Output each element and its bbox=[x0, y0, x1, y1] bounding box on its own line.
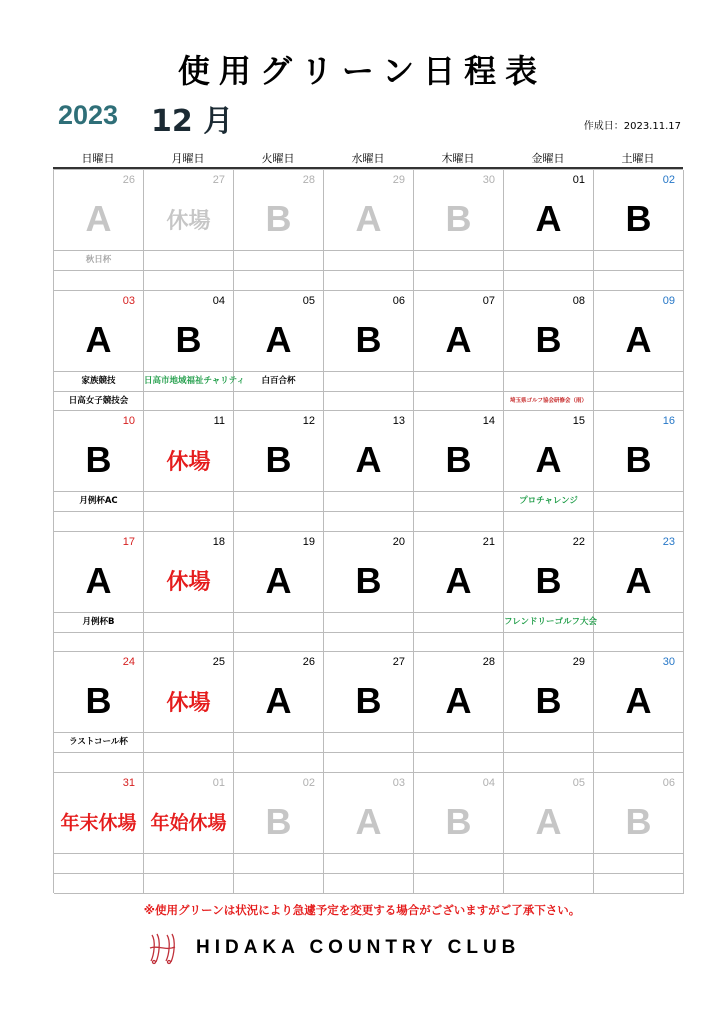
day-number: 26 bbox=[302, 656, 315, 669]
event-label bbox=[594, 632, 683, 652]
day-number: 19 bbox=[302, 535, 315, 548]
event-label: 家族競技 bbox=[54, 371, 143, 391]
day-cell bbox=[54, 411, 144, 532]
day-number: 23 bbox=[662, 535, 675, 548]
event-label bbox=[594, 853, 683, 873]
event-label bbox=[504, 511, 593, 531]
green-letter: A bbox=[625, 559, 652, 601]
event-label: フレンドリーゴルフ大会 bbox=[504, 612, 593, 632]
day-cell bbox=[594, 291, 684, 412]
day-number: 21 bbox=[482, 535, 495, 548]
event-label bbox=[144, 491, 233, 511]
green-letter: A bbox=[85, 318, 112, 360]
day-number: 22 bbox=[572, 535, 585, 548]
day-cell bbox=[234, 652, 324, 773]
calendar-grid bbox=[53, 169, 683, 893]
event-label bbox=[594, 732, 683, 752]
event-label bbox=[324, 371, 413, 391]
day-number: 03 bbox=[392, 776, 405, 789]
event-label bbox=[144, 250, 233, 270]
event-label bbox=[504, 873, 593, 893]
event-label bbox=[234, 612, 323, 632]
day-number: 27 bbox=[392, 656, 405, 669]
day-cell bbox=[324, 532, 414, 653]
day-number: 06 bbox=[662, 776, 675, 789]
day-cell bbox=[594, 773, 684, 894]
day-number: 26 bbox=[122, 174, 135, 186]
day-cell bbox=[324, 170, 414, 291]
event-label: プロチャレンジ bbox=[504, 491, 593, 511]
day-number: 31 bbox=[122, 776, 135, 789]
event-label bbox=[144, 612, 233, 632]
green-letter: B bbox=[265, 439, 292, 481]
closed-label: 休場 bbox=[166, 208, 211, 234]
green-letter: B bbox=[85, 439, 112, 481]
event-label bbox=[54, 270, 143, 290]
day-number: 29 bbox=[392, 174, 405, 186]
day-cell bbox=[144, 411, 234, 532]
day-cell bbox=[144, 773, 234, 894]
event-label: 日高女子競技会 bbox=[54, 391, 143, 411]
event-label bbox=[54, 752, 143, 772]
event-label bbox=[324, 391, 413, 411]
event-label bbox=[234, 873, 323, 893]
green-letter: B bbox=[175, 318, 202, 360]
day-cell bbox=[414, 411, 504, 532]
event-label bbox=[414, 270, 503, 290]
green-letter: A bbox=[85, 559, 112, 601]
green-letter: A bbox=[625, 318, 652, 360]
event-label: 埼玉県ゴルフ協会研修会（雨） bbox=[504, 391, 593, 411]
event-label bbox=[144, 873, 233, 893]
green-letter: A bbox=[85, 198, 112, 239]
event-label bbox=[144, 511, 233, 531]
event-label bbox=[414, 250, 503, 270]
weekday-header-row bbox=[53, 151, 683, 170]
event-label bbox=[324, 732, 413, 752]
green-letter: A bbox=[445, 680, 472, 722]
weekday-wed: 水曜日 bbox=[351, 152, 385, 165]
day-number: 28 bbox=[302, 174, 315, 186]
day-number: 02 bbox=[662, 174, 675, 186]
day-cell bbox=[54, 532, 144, 653]
day-cell bbox=[144, 291, 245, 412]
event-label bbox=[54, 632, 143, 652]
event-label bbox=[234, 270, 323, 290]
green-letter: A bbox=[445, 318, 472, 360]
event-label bbox=[504, 752, 593, 772]
year-label: 2023 bbox=[58, 100, 119, 130]
green-letter: B bbox=[625, 800, 652, 842]
event-label bbox=[414, 491, 503, 511]
day-number: 06 bbox=[392, 294, 405, 307]
event-label bbox=[324, 853, 413, 873]
event-label bbox=[594, 371, 683, 391]
event-label bbox=[234, 511, 323, 531]
green-letter: B bbox=[85, 680, 112, 722]
event-label bbox=[324, 873, 413, 893]
event-label: 月例杯B bbox=[54, 612, 143, 632]
event-label bbox=[414, 612, 503, 632]
event-label bbox=[594, 491, 683, 511]
closed-label: 休場 bbox=[166, 690, 211, 716]
event-label bbox=[54, 511, 143, 531]
event-label bbox=[144, 853, 233, 873]
event-label bbox=[324, 752, 413, 772]
event-label bbox=[234, 632, 323, 652]
day-cell bbox=[324, 411, 414, 532]
closed-label: 年末休場 bbox=[60, 812, 137, 835]
green-letter: B bbox=[265, 198, 292, 239]
event-label bbox=[144, 632, 233, 652]
day-number: 04 bbox=[482, 776, 495, 789]
day-cell bbox=[324, 291, 414, 412]
event-label bbox=[234, 391, 323, 411]
event-label: 白百合杯 bbox=[234, 371, 323, 391]
day-cell bbox=[324, 773, 414, 894]
day-number: 24 bbox=[122, 656, 135, 669]
event-label bbox=[504, 853, 593, 873]
day-cell bbox=[414, 532, 504, 653]
event-label bbox=[504, 732, 593, 752]
event-label bbox=[414, 371, 503, 391]
event-label bbox=[234, 853, 323, 873]
green-letter: B bbox=[535, 559, 562, 601]
green-letter: A bbox=[625, 680, 652, 722]
event-label bbox=[324, 632, 413, 652]
event-label bbox=[234, 250, 323, 270]
green-letter: B bbox=[355, 318, 382, 360]
day-number: 12 bbox=[302, 415, 315, 428]
day-number: 01 bbox=[212, 776, 225, 789]
green-letter: A bbox=[355, 439, 382, 481]
day-number: 02 bbox=[302, 776, 315, 789]
day-cell bbox=[324, 652, 414, 773]
day-number: 11 bbox=[213, 415, 225, 428]
day-cell bbox=[144, 652, 234, 773]
green-letter: A bbox=[355, 800, 382, 842]
club-name: HIDAKA COUNTRY CLUB bbox=[196, 937, 521, 958]
day-cell bbox=[594, 411, 684, 532]
day-cell bbox=[234, 291, 324, 412]
green-letter: B bbox=[445, 439, 472, 481]
day-cell bbox=[234, 773, 324, 894]
day-cell bbox=[414, 773, 504, 894]
weekday-sat: 土曜日 bbox=[621, 152, 655, 165]
event-label bbox=[414, 511, 503, 531]
event-label bbox=[54, 853, 143, 873]
event-label bbox=[504, 250, 593, 270]
event-label bbox=[414, 632, 503, 652]
day-cell bbox=[54, 291, 144, 412]
event-label bbox=[234, 491, 323, 511]
day-cell bbox=[54, 170, 144, 291]
day-cell bbox=[144, 170, 234, 291]
green-letter: A bbox=[535, 439, 562, 481]
green-letter: A bbox=[535, 800, 562, 842]
day-number: 04 bbox=[212, 294, 225, 307]
day-cell bbox=[54, 652, 144, 773]
green-letter: A bbox=[355, 198, 382, 239]
event-label bbox=[414, 391, 503, 411]
event-label bbox=[414, 732, 503, 752]
event-label: 日高市地域福祉チャリティ bbox=[144, 371, 233, 391]
day-cell bbox=[54, 773, 144, 894]
day-cell bbox=[594, 532, 684, 653]
closed-label: 年始休場 bbox=[150, 812, 227, 835]
green-letter: B bbox=[535, 318, 562, 360]
day-number: 07 bbox=[482, 294, 495, 307]
day-cell bbox=[234, 532, 324, 653]
event-label bbox=[594, 250, 683, 270]
event-label bbox=[414, 752, 503, 772]
event-label bbox=[504, 632, 593, 652]
green-letter: B bbox=[355, 559, 382, 601]
green-letter: B bbox=[265, 800, 292, 842]
green-letter: B bbox=[355, 680, 382, 722]
event-label bbox=[324, 491, 413, 511]
green-letter: A bbox=[265, 318, 292, 360]
month-label: 12 月 bbox=[151, 104, 234, 139]
weekday-mon: 月曜日 bbox=[171, 152, 205, 165]
green-letter: B bbox=[445, 800, 472, 842]
day-number: 25 bbox=[212, 656, 225, 669]
page-title: 使用グリーン日程表 bbox=[177, 52, 547, 90]
event-label bbox=[144, 752, 233, 772]
day-number: 15 bbox=[572, 415, 585, 428]
weekday-tue: 火曜日 bbox=[261, 152, 295, 165]
event-label bbox=[144, 391, 233, 411]
event-label bbox=[54, 873, 143, 893]
day-cell bbox=[414, 170, 504, 291]
day-cell bbox=[504, 411, 594, 532]
day-number: 16 bbox=[662, 415, 675, 428]
day-cell bbox=[594, 652, 684, 773]
day-number: 18 bbox=[212, 535, 225, 548]
notice-text: ※使用グリーンは状況により急遽予定を変更する場合がございますがご了承下さい。 bbox=[143, 903, 581, 917]
day-cell bbox=[504, 652, 594, 773]
day-number: 30 bbox=[482, 174, 495, 186]
event-label bbox=[594, 511, 683, 531]
day-number: 01 bbox=[572, 174, 585, 186]
green-letter: A bbox=[445, 559, 472, 601]
event-label bbox=[504, 270, 593, 290]
closed-label: 休場 bbox=[166, 449, 211, 475]
day-number: 08 bbox=[572, 294, 585, 307]
club-logo-icon bbox=[148, 931, 178, 965]
event-label: 月例杯AC bbox=[54, 491, 143, 511]
day-cell bbox=[594, 170, 684, 291]
event-label: 秋日杯 bbox=[54, 250, 143, 270]
green-letter: B bbox=[625, 198, 652, 239]
day-number: 28 bbox=[482, 656, 495, 669]
day-number: 03 bbox=[122, 294, 135, 307]
event-label bbox=[414, 853, 503, 873]
event-label bbox=[234, 732, 323, 752]
day-number: 27 bbox=[212, 174, 225, 186]
day-number: 17 bbox=[122, 535, 135, 548]
green-letter: B bbox=[535, 680, 562, 722]
event-label bbox=[594, 752, 683, 772]
event-label bbox=[594, 270, 683, 290]
green-letter: B bbox=[625, 439, 652, 481]
event-label bbox=[144, 270, 233, 290]
day-number: 29 bbox=[572, 656, 585, 669]
weekday-fri: 金曜日 bbox=[531, 152, 565, 165]
event-label bbox=[144, 732, 233, 752]
weekday-sun: 日曜日 bbox=[81, 152, 115, 165]
green-letter: B bbox=[445, 198, 472, 239]
green-letter: A bbox=[265, 559, 292, 601]
event-label bbox=[324, 511, 413, 531]
event-label bbox=[324, 270, 413, 290]
day-number: 09 bbox=[662, 294, 675, 307]
event-label bbox=[594, 391, 683, 411]
event-label bbox=[594, 612, 683, 632]
day-cell bbox=[504, 532, 597, 653]
created-date: 作成日：2023.11.17 bbox=[583, 121, 681, 132]
green-letter: A bbox=[535, 198, 562, 239]
event-label bbox=[594, 873, 683, 893]
day-cell bbox=[414, 652, 504, 773]
footer bbox=[148, 930, 520, 966]
green-letter: A bbox=[265, 680, 292, 722]
day-number: 10 bbox=[122, 415, 135, 428]
day-cell bbox=[414, 291, 504, 412]
weekday-thu: 木曜日 bbox=[441, 152, 475, 165]
day-cell bbox=[234, 170, 324, 291]
day-number: 13 bbox=[392, 415, 405, 428]
day-number: 30 bbox=[662, 656, 675, 669]
day-cell bbox=[144, 532, 234, 653]
day-cell bbox=[504, 291, 594, 412]
day-cell bbox=[504, 170, 594, 291]
event-label: ラストコール杯 bbox=[54, 732, 143, 752]
day-number: 05 bbox=[572, 776, 585, 789]
closed-label: 休場 bbox=[166, 570, 211, 596]
day-cell bbox=[234, 411, 324, 532]
event-label bbox=[234, 752, 323, 772]
event-label bbox=[324, 250, 413, 270]
day-cell bbox=[504, 773, 594, 894]
day-number: 20 bbox=[392, 535, 405, 548]
event-label bbox=[414, 873, 503, 893]
day-number: 14 bbox=[482, 415, 495, 428]
day-number: 05 bbox=[302, 294, 315, 307]
event-label bbox=[504, 371, 593, 391]
event-label bbox=[324, 612, 413, 632]
